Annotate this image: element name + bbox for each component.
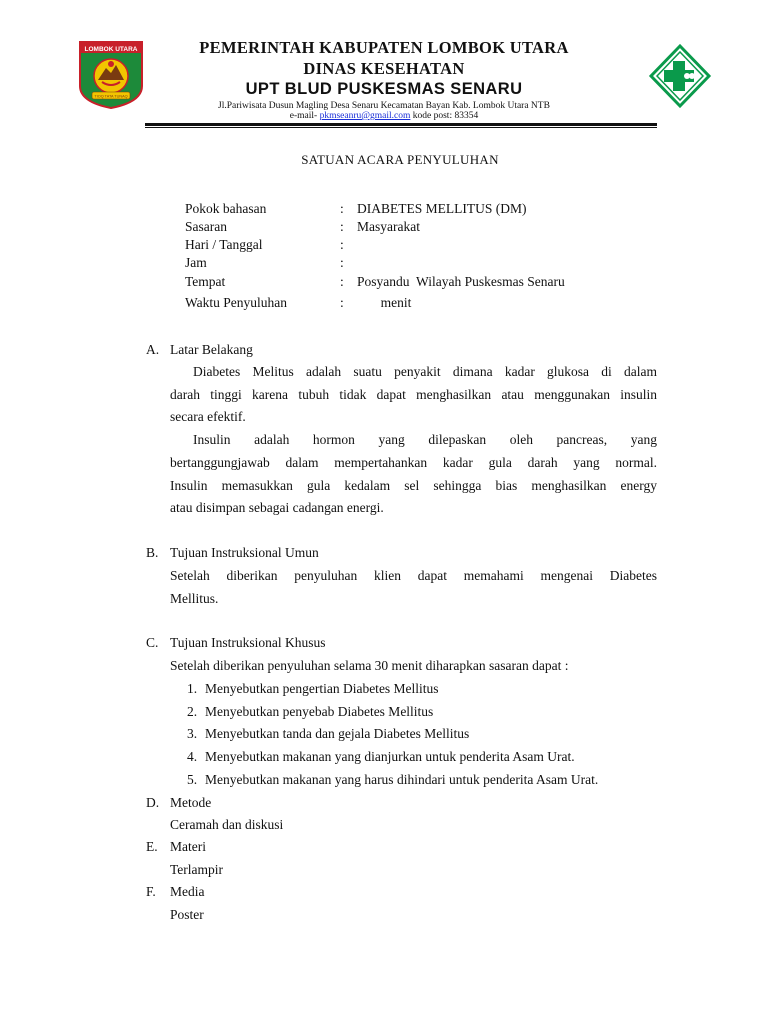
paragraph-line: Setelah diberikan penyuluhan klien dapat memahami mengenai Diabetes — [170, 568, 657, 583]
letterhead-address: Jl.Pariwisata Dusun Magling Desa Senaru Kecamatan Bayan Kab. Lombok Utara NTB — [218, 101, 550, 111]
section-body: Terlampir — [170, 862, 224, 877]
section-letter: C. — [146, 635, 159, 650]
section-intro: Setelah diberikan penyuluhan selama 30 menit diharapkan sasaran dapat : — [170, 658, 569, 673]
letterhead-divider-thin — [145, 127, 657, 128]
info-label: Hari / Tanggal — [185, 237, 263, 252]
section-letter: E. — [146, 839, 158, 854]
info-colon: : — [340, 219, 344, 234]
section-heading-latar-belakang: Latar Belakang — [170, 342, 253, 357]
info-value: Posyandu Wilayah Puskesmas Senaru — [357, 274, 565, 289]
letterhead-institution: UPT BLUD PUSKESMAS SENARU — [245, 80, 523, 98]
letterhead-contact — [0, 111, 768, 121]
section-letter: B. — [146, 545, 159, 560]
list-number: 4. — [187, 749, 198, 764]
paragraph-line: Mellitus. — [170, 591, 219, 606]
paragraph-line: Diabetes Melitus adalah suatu penyakit dimana kadar glukosa di dalam — [193, 364, 657, 379]
list-item: Menyebutkan tanda dan gejala Diabetes Mellitus — [205, 726, 470, 741]
paragraph-line: Insulin adalah hormon yang dilepaskan oleh pancreas, yang — [193, 432, 657, 447]
paragraph-line: secara efektif. — [170, 409, 246, 424]
list-item: Menyebutkan makanan yang harus dihindari untuk penderita Asam Urat. — [205, 772, 599, 787]
info-label: Tempat — [185, 274, 226, 289]
info-colon: : — [340, 255, 344, 270]
list-number: 1. — [187, 681, 198, 696]
email-prefix: e-mail- — [289, 111, 320, 121]
section-body: Poster — [170, 907, 204, 922]
list-number: 3. — [187, 726, 198, 741]
section-heading-metode: Metode — [170, 795, 212, 810]
info-label: Waktu Penyuluhan — [185, 295, 288, 310]
section-heading-materi: Materi — [170, 839, 206, 854]
info-value: menit — [357, 295, 412, 310]
section-heading-tujuan-khusus: Tujuan Instruksional Khusus — [170, 635, 326, 650]
section-letter: A. — [146, 342, 160, 357]
section-body: Ceramah dan diskusi — [170, 817, 284, 832]
info-colon: : — [340, 201, 344, 216]
list-number: 2. — [187, 704, 198, 719]
info-label: Jam — [185, 255, 207, 270]
postal-code: kode post: 83354 — [410, 111, 479, 121]
logo-ribbon-text: TIOQ TATA TUNAQ — [94, 94, 128, 99]
info-colon: : — [340, 295, 344, 310]
list-number: 5. — [187, 772, 198, 787]
section-heading-media: Media — [170, 884, 205, 899]
info-label: Pokok bahasan — [185, 201, 267, 216]
info-label: Sasaran — [185, 219, 227, 234]
logo-text: LOMBOK UTARA — [84, 46, 138, 53]
paragraph-line: atau disimpan sebagai cadangan energi. — [170, 500, 384, 515]
letterhead-department: DINAS KESEHATAN — [303, 59, 465, 78]
paragraph-line: darah tinggi karena tubuh tidak dapat menghasilkan atau menggunakan insulin — [170, 387, 657, 402]
section-letter: F. — [146, 884, 156, 899]
paragraph-line: Insulin memasukkan gula kedalam sel sehingga bias menghasilkan energy — [170, 478, 657, 493]
section-heading-tujuan-umum: Tujuan Instruksional Umun — [170, 545, 319, 560]
document-title: SATUAN ACARA PENYULUHAN — [301, 152, 499, 167]
paragraph-line: bertanggungjawab dalam mempertahankan kadar gula darah yang normal. — [170, 455, 657, 470]
letterhead-government: PEMERINTAH KABUPATEN LOMBOK UTARA — [199, 38, 569, 57]
info-colon: : — [340, 274, 344, 289]
list-item: Menyebutkan pengertian Diabetes Mellitus — [205, 681, 439, 696]
info-value: DIABETES MELLITUS (DM) — [357, 201, 527, 216]
section-letter: D. — [146, 795, 160, 810]
list-item: Menyebutkan makanan yang dianjurkan untuk penderita Asam Urat. — [205, 749, 575, 764]
letterhead-divider — [145, 123, 657, 126]
info-colon: : — [340, 237, 344, 252]
email-link[interactable]: pkmseanru@gmail.com — [319, 111, 411, 121]
list-item: Menyebutkan penyebab Diabetes Mellitus — [205, 704, 434, 719]
info-value: Masyarakat — [357, 219, 420, 234]
